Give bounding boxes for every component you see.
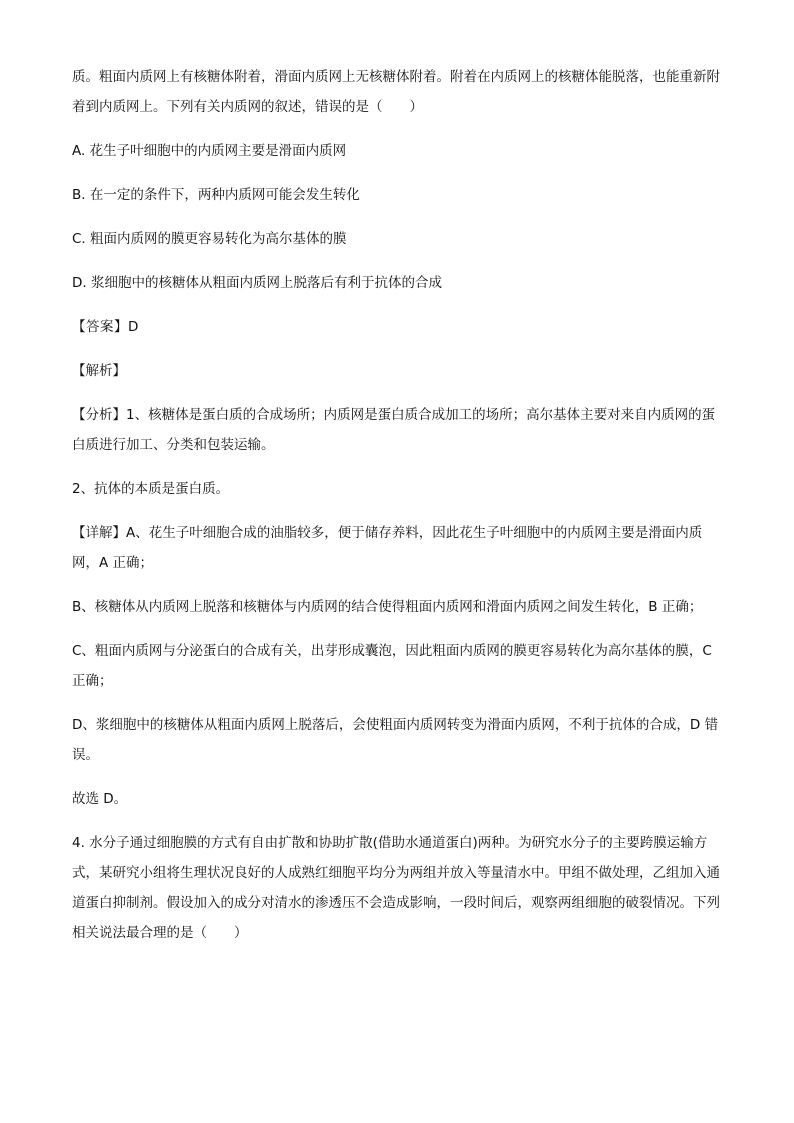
answer-line: 【答案】D	[72, 319, 139, 335]
option-b: B. 在一定的条件下，两种内质网可能会发生转化	[72, 187, 360, 203]
conclusion: 故选 D。	[72, 791, 128, 807]
detail-d: D、浆细胞中的核糖体从粗面内质网上脱落后，会使粗面内质网转变为滑面内质网，不利于抗体的合成，D 错误。	[72, 717, 719, 763]
analysis-heading: 【解析】	[72, 363, 126, 379]
detail-c: C、粗面内质网与分泌蛋白的合成有关，出芽形成囊泡，因此粗面内质网的膜更容易转化为高尔基体的膜，C 正确；	[72, 643, 712, 689]
detail-a: 【详解】A、花生子叶细胞合成的油脂较多，便于储存养料，因此花生子叶细胞中的内质网主要是滑面内质网，A 正确；	[72, 525, 703, 571]
option-a: A. 花生子叶细胞中的内质网主要是滑面内质网	[72, 143, 347, 159]
question-4-stem: 4. 水分子通过细胞膜的方式有自由扩散和协助扩散(借助水通道蛋白)两种。为研究水分子的主要跨膜运输方式，某研究小组将生理状况良好的人成熟红细胞平均分为两组并放入等量清水中。甲组不做处理，乙组加入通道蛋白抑制剂。假设加入的成分对清水的渗透压不会造成影响，一段时间后，观察两组细胞的破裂情况。下列相关说法最合理的是（ ）	[72, 835, 720, 941]
analysis-point-2: 2、抗体的本质是蛋白质。	[72, 481, 230, 497]
option-c: C. 粗面内质网的膜更容易转化为高尔基体的膜	[72, 231, 347, 247]
document-page	[72, 62, 722, 962]
question-3-stem: 质。粗面内质网上有核糖体附着，滑面内质网上无核糖体附着。附着在内质网上的核糖体能脱落，也能重新附着到内质网上。下列有关内质网的叙述，错误的是（ ）	[72, 69, 720, 115]
option-d: D. 浆细胞中的核糖体从粗面内质网上脱落后有利于抗体的合成	[72, 275, 442, 291]
analysis-point-1: 【分析】1、核糖体是蛋白质的合成场所；内质网是蛋白质合成加工的场所；高尔基体主要对来自内质网的蛋白质进行加工、分类和包装运输。	[72, 407, 716, 453]
detail-b: B、核糖体从内质网上脱落和核糖体与内质网的结合使得粗面内质网和滑面内质网之间发生转化，B 正确；	[72, 599, 703, 615]
